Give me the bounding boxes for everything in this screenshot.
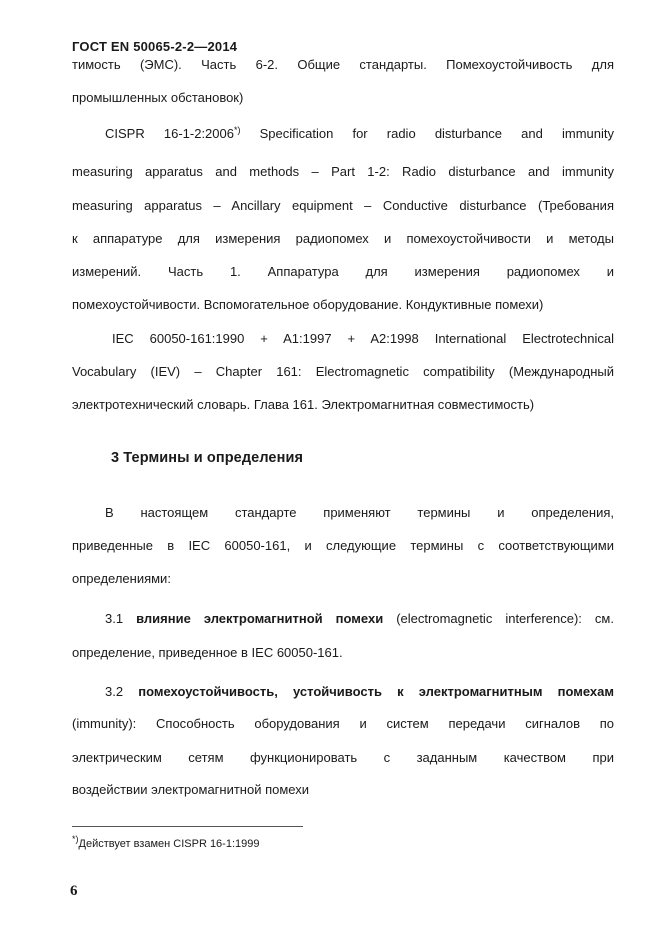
ref-iec-line-1: IEC 60050-161:1990 + A1:1997 + A2:1998 International Electrotechnical xyxy=(112,331,614,346)
ref-cispr-line-2: measuring apparatus and methods – Part 1-2: Radio disturbance and immunity xyxy=(72,164,614,179)
footnote-divider xyxy=(72,826,303,827)
document-header: ГОСТ EN 50065-2-2—2014 xyxy=(72,39,238,54)
section-3-intro-line-3: определениями: xyxy=(72,571,171,586)
term-3-1-line-2: определение, приведенное в IEC 60050-161. xyxy=(72,645,343,660)
ref-prev-line-1: тимость (ЭМС). Часть 6-2. Общие стандарты. Помехоустойчивость для xyxy=(72,57,614,72)
term-3-1-line-1 xyxy=(105,611,614,627)
term-3-2-number: 3.2 xyxy=(105,684,124,699)
footnote-text: Действует взамен CISPR 16-1:1999 xyxy=(78,838,260,850)
ref-cispr-line-3: measuring apparatus – Ancillary equipment – Conductive disturbance (Требования xyxy=(72,198,614,213)
term-3-1-english: (electromagnetic interference): см. xyxy=(396,611,614,626)
ref-cispr-line-1 xyxy=(105,126,614,142)
term-3-2-term: помехоустойчивость, устойчивость к электромагнитным помехам xyxy=(138,684,614,699)
ref-cispr-footnote-mark: *) xyxy=(233,125,241,135)
ref-iec-line-3: электротехнический словарь. Глава 161. Электромагнитная совместимость) xyxy=(72,397,535,412)
ref-prev-line-2: промышленных обстановок) xyxy=(72,90,244,105)
term-3-2-line-3: электрическим сетям функционировать с заданным качеством при xyxy=(72,750,614,765)
section-3-intro-line-1: В настоящем стандарте применяют термины и определения, xyxy=(105,505,614,520)
ref-cispr-title-start: Specification for radio disturbance and immunity xyxy=(259,126,614,141)
footnote-mark: *) xyxy=(72,834,79,844)
footnote xyxy=(72,834,260,851)
term-3-2-line-2: (immunity): Способность оборудования и систем передачи сигналов по xyxy=(72,716,614,731)
term-3-1-term: влияние электромагнитной помехи xyxy=(136,611,384,626)
section-3-heading: 3 Термины и определения xyxy=(111,450,304,466)
term-3-2-line-4: воздействии электромагнитной помехи xyxy=(72,782,310,797)
ref-cispr-code: CISPR 16-1-2:2006 xyxy=(105,126,234,141)
page-number: 6 xyxy=(70,883,78,899)
section-3-intro-line-2: приведенные в IEC 60050-161, и следующие термины с соответствующими xyxy=(72,538,614,553)
term-3-2-line-1 xyxy=(105,684,614,700)
ref-cispr-line-6: помехоустойчивости. Вспомогательное оборудование. Кондуктивные помехи) xyxy=(72,297,544,312)
term-3-1-number: 3.1 xyxy=(105,611,124,626)
ref-iec-line-2: Vocabulary (IEV) – Chapter 161: Electromagnetic compatibility (Международный xyxy=(72,364,614,379)
ref-cispr-line-5: измерений. Часть 1. Аппаратура для измерения радиопомех и xyxy=(72,264,614,279)
ref-cispr-line-4: к аппаратуре для измерения радиопомех и помехоустойчивости и методы xyxy=(72,231,614,246)
